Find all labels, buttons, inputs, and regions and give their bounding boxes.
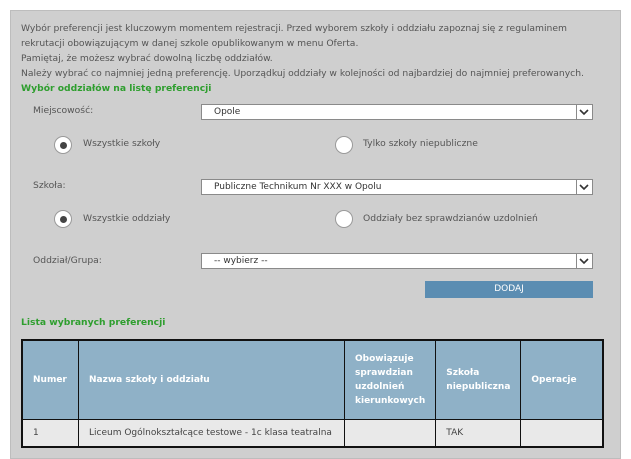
radio-all-schools[interactable] [54, 136, 72, 154]
radio-private-schools-label[interactable]: Tylko szkoły niepubliczne [363, 138, 478, 149]
column-header-private: Szkoła niepubliczna [436, 340, 521, 420]
chevron-down-icon[interactable] [576, 254, 592, 268]
cell-name: Liceum Ogólnokształcące testowe - 1c klasa teatralna [79, 420, 345, 448]
school-label: Szkoła: [33, 180, 66, 191]
column-header-exam: Obowiązuje sprawdzian uzdolnień kierunkowych [345, 340, 436, 420]
chevron-down-icon[interactable] [576, 180, 592, 194]
city-label: Miejscowość: [33, 105, 94, 116]
cell-private: TAK [436, 420, 521, 448]
branch-label: Oddział/Grupa: [33, 255, 102, 266]
intro-line-1: Wybór preferencji jest kluczowym momentem rejestracji. Przed wyborem szkoły i oddziału zapoznaj się z regulaminem rekrutacji obowiązującym w danej szkole opublikowanym w menu Oferta. [21, 23, 567, 49]
preferences-panel [10, 10, 621, 459]
radio-all-schools-label[interactable]: Wszystkie szkoły [83, 138, 161, 149]
school-select[interactable] [201, 179, 593, 195]
add-button[interactable]: DODAJ [425, 281, 593, 298]
cell-number: 1 [22, 420, 79, 448]
city-select[interactable] [201, 104, 593, 120]
radio-selected-dot [60, 216, 67, 223]
preferences-table [21, 339, 604, 448]
list-title: Lista wybranych preferencji [21, 317, 166, 328]
chevron-down-icon[interactable] [576, 105, 592, 119]
radio-no-exam-branches[interactable] [335, 210, 353, 228]
intro-line-3: Należy wybrać co najmniej jedną preferencję. Uporządkuj oddziały w kolejności od najbardziej do najmniej preferowanych. [21, 68, 584, 79]
intro-line-2: Pamiętaj, że możesz wybrać dowolną liczbę oddziałów. [21, 53, 273, 64]
radio-all-branches-label[interactable]: Wszystkie oddziały [83, 213, 171, 224]
cell-exam [345, 420, 436, 448]
radio-selected-dot [60, 142, 67, 149]
city-select-value: Opole [214, 107, 241, 117]
branch-select-value: -- wybierz -- [214, 256, 268, 266]
radio-no-exam-branches-label[interactable]: Oddziały bez sprawdzianów uzdolnień [363, 213, 538, 224]
section-title: Wybór oddziałów na listę preferencji [21, 83, 212, 94]
school-select-value: Publiczne Technikum Nr XXX w Opolu [214, 182, 382, 192]
intro-text [21, 21, 611, 81]
table-header-row [22, 340, 603, 420]
column-header-name: Nazwa szkoły i oddziału [79, 340, 345, 420]
branch-select[interactable] [201, 253, 593, 269]
radio-private-schools[interactable] [335, 136, 353, 154]
table-row [22, 420, 603, 448]
radio-all-branches[interactable] [54, 210, 72, 228]
cell-operations [521, 420, 603, 448]
column-header-operations: Operacje [521, 340, 603, 420]
column-header-number: Numer [22, 340, 79, 420]
